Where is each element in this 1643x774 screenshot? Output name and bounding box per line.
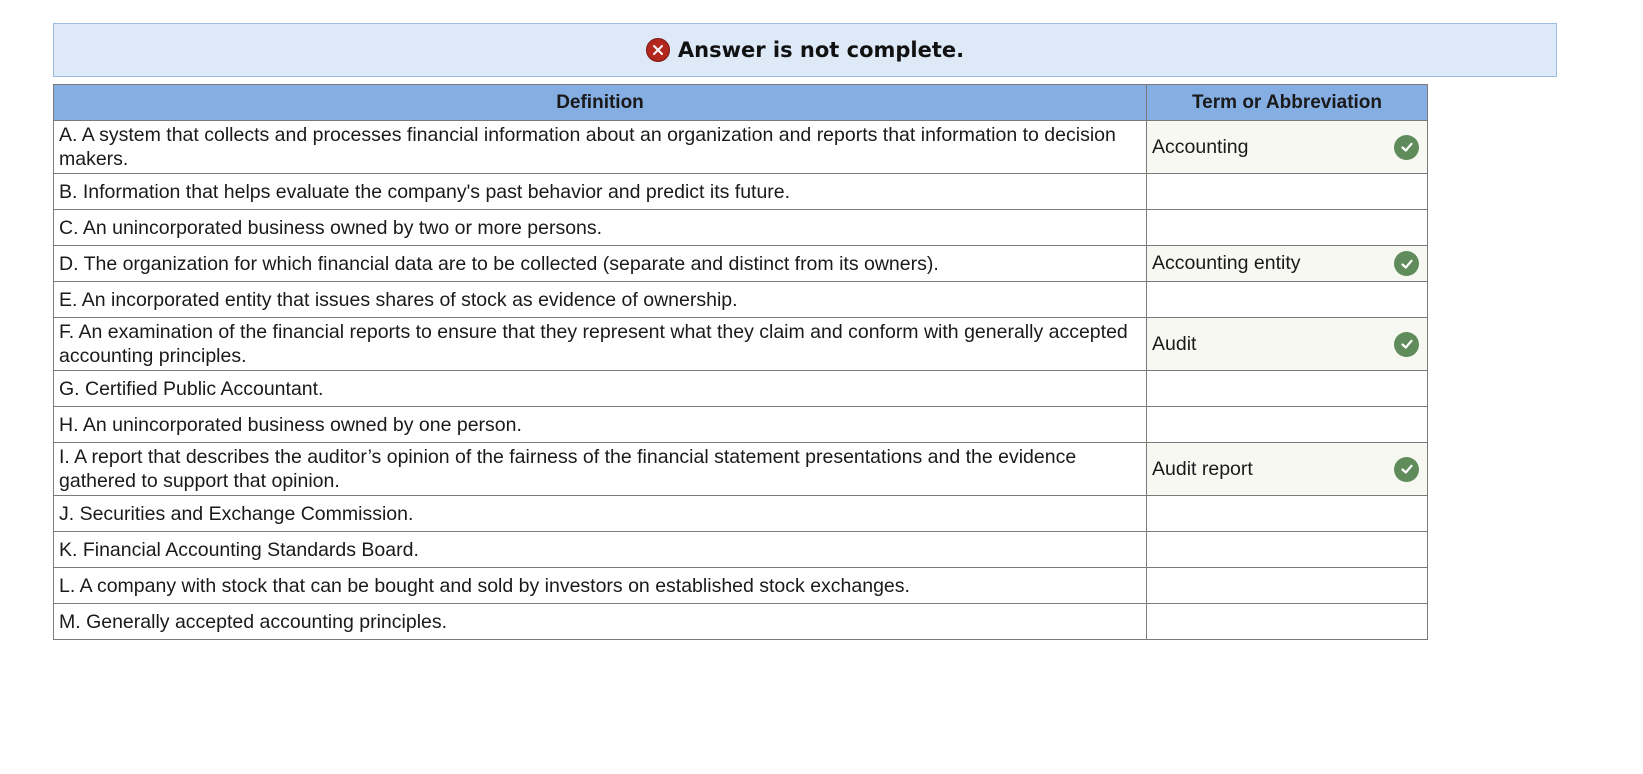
definition-cell: D. The organization for which financial data are to be collected (separate and distinct from its owners). — [54, 246, 1147, 282]
table-row — [54, 443, 1428, 496]
term-answer-value: Audit report — [1152, 457, 1253, 480]
term-answer-value: Accounting — [1152, 135, 1249, 158]
table-row — [54, 604, 1428, 640]
term-answer-cell[interactable] — [1147, 443, 1428, 496]
table-row — [54, 282, 1428, 318]
term-answer-cell[interactable] — [1147, 604, 1428, 640]
table-row — [54, 174, 1428, 210]
definition-cell: F. An examination of the financial reports to ensure that they represent what they claim and conform with generally accepted accounting principles. — [54, 318, 1147, 371]
banner-message: Answer is not complete. — [677, 38, 965, 62]
definition-cell: J. Securities and Exchange Commission. — [54, 496, 1147, 532]
term-answer-cell[interactable] — [1147, 210, 1428, 246]
table-row — [54, 246, 1428, 282]
answer-status-banner — [53, 23, 1557, 77]
definition-cell: H. An unincorporated business owned by one person. — [54, 407, 1147, 443]
header-definition: Definition — [54, 85, 1147, 121]
definition-cell: G. Certified Public Accountant. — [54, 371, 1147, 407]
table-row — [54, 121, 1428, 174]
term-answer-cell[interactable] — [1147, 568, 1428, 604]
header-term: Term or Abbreviation — [1147, 85, 1428, 121]
term-answer-value: Audit — [1152, 332, 1197, 355]
matching-table — [53, 84, 1428, 640]
table-row — [54, 568, 1428, 604]
definition-cell: A. A system that collects and processes financial information about an organization and reports that information to decision makers. — [54, 121, 1147, 174]
term-answer-cell[interactable] — [1147, 496, 1428, 532]
term-answer-value: Accounting entity — [1152, 252, 1301, 274]
definition-cell: M. Generally accepted accounting principles. — [54, 604, 1147, 640]
term-answer-cell[interactable] — [1147, 532, 1428, 568]
definition-cell: K. Financial Accounting Standards Board. — [54, 532, 1147, 568]
correct-check-icon — [1394, 251, 1419, 276]
table-row — [54, 496, 1428, 532]
definition-cell: E. An incorporated entity that issues shares of stock as evidence of ownership. — [54, 282, 1147, 318]
table-row — [54, 210, 1428, 246]
term-answer-cell[interactable] — [1147, 246, 1428, 282]
error-x-icon — [646, 38, 670, 62]
table-row — [54, 532, 1428, 568]
term-answer-cell[interactable] — [1147, 121, 1428, 174]
definition-cell: L. A company with stock that can be bought and sold by investors on established stock exchanges. — [54, 568, 1147, 604]
table-row — [54, 318, 1428, 371]
table-row — [54, 407, 1428, 443]
term-answer-cell[interactable] — [1147, 174, 1428, 210]
term-answer-cell[interactable] — [1147, 282, 1428, 318]
definition-cell: C. An unincorporated business owned by two or more persons. — [54, 210, 1147, 246]
table-row — [54, 371, 1428, 407]
correct-check-icon — [1394, 332, 1419, 357]
correct-check-icon — [1394, 457, 1419, 482]
definition-cell: I. A report that describes the auditor’s opinion of the fairness of the financial statement presentations and the evidence gathered to support that opinion. — [54, 443, 1147, 496]
term-answer-cell[interactable] — [1147, 318, 1428, 371]
term-answer-cell[interactable] — [1147, 407, 1428, 443]
correct-check-icon — [1394, 135, 1419, 160]
term-answer-cell[interactable] — [1147, 371, 1428, 407]
definition-cell: B. Information that helps evaluate the company's past behavior and predict its future. — [54, 174, 1147, 210]
